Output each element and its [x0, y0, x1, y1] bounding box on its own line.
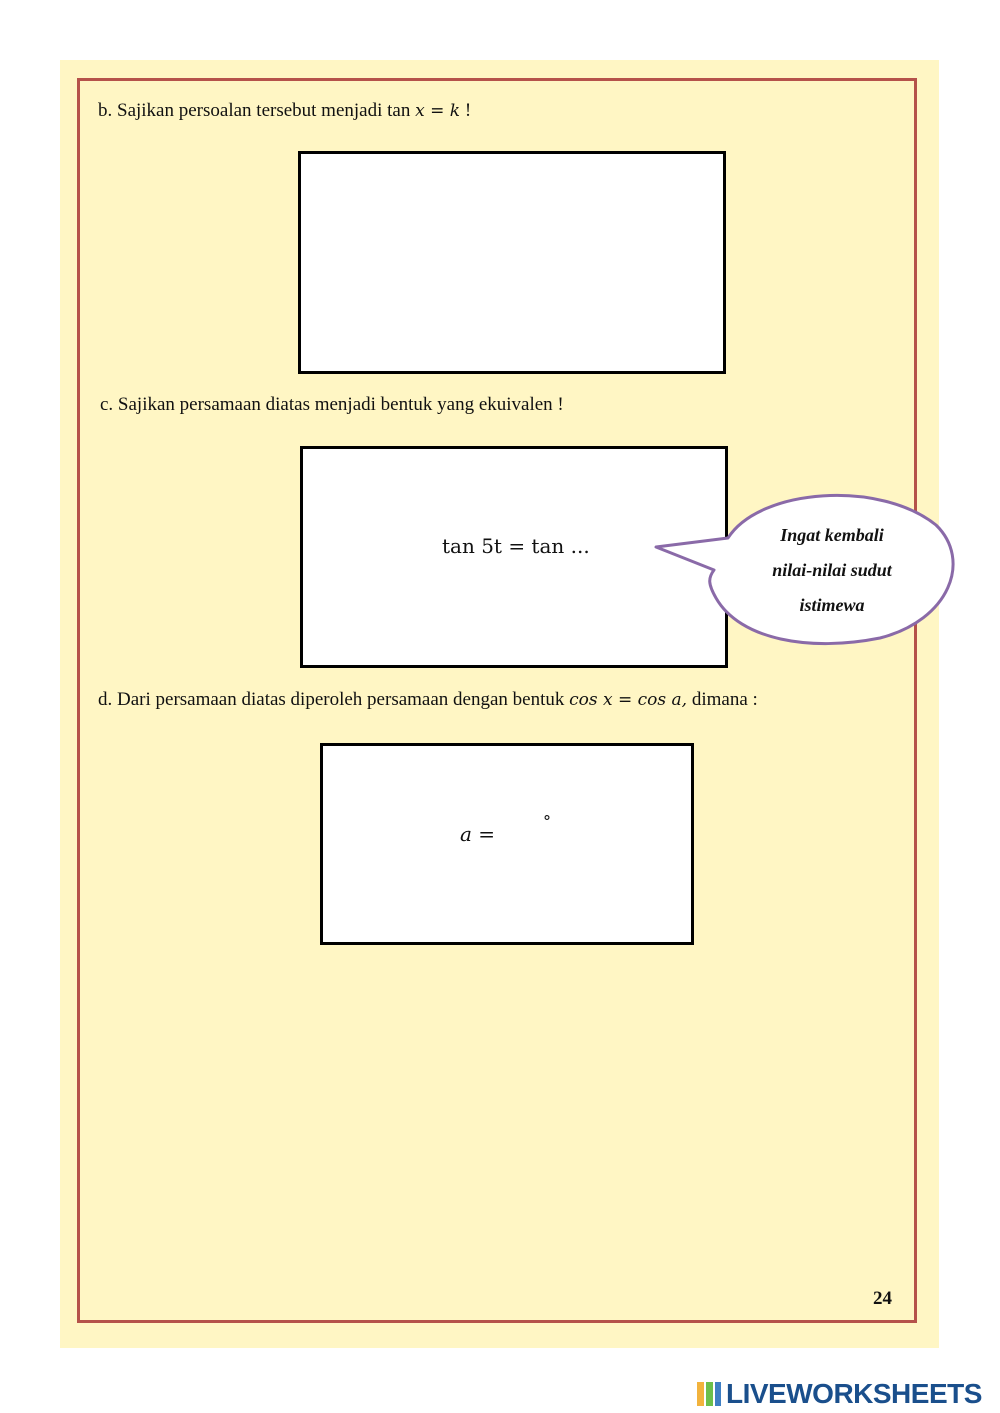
question-b: [98, 99, 471, 123]
hint-text: [732, 518, 932, 623]
hint-line-2: nilai-nilai sudut: [772, 560, 892, 580]
hint-line-1: Ingat kembali: [780, 525, 884, 545]
page-number: 24: [873, 1288, 892, 1309]
equation-d: a =: [460, 822, 496, 846]
logo-text: LIVEWORKSHEETS: [726, 1378, 982, 1409]
answer-box-b[interactable]: [298, 151, 726, 374]
answer-input-a[interactable]: [508, 812, 560, 844]
degree-symbol: °: [543, 812, 551, 831]
question-d: [98, 688, 758, 712]
answer-box-d: [320, 743, 694, 945]
question-b-math: x = k: [415, 101, 461, 121]
liveworksheets-logo: [696, 1378, 982, 1410]
equation-c: tan 5t = tan ...: [442, 534, 590, 558]
question-d-suffix: dimana :: [691, 689, 758, 710]
question-c-text: c. Sajikan persamaan diatas menjadi bentuk yang ekuivalen !: [100, 394, 564, 415]
question-d-math: cos x = cos a,: [569, 690, 688, 710]
question-b-text: b. Sajikan persoalan tersebut menjadi tan: [98, 100, 411, 121]
question-c: [100, 393, 564, 417]
question-b-suffix: !: [464, 100, 472, 121]
question-d-text: d. Dari persamaan diatas diperoleh persamaan dengan bentuk: [98, 689, 565, 710]
liveworksheets-logo-icon: [696, 1381, 722, 1407]
hint-line-3: istimewa: [799, 595, 865, 615]
